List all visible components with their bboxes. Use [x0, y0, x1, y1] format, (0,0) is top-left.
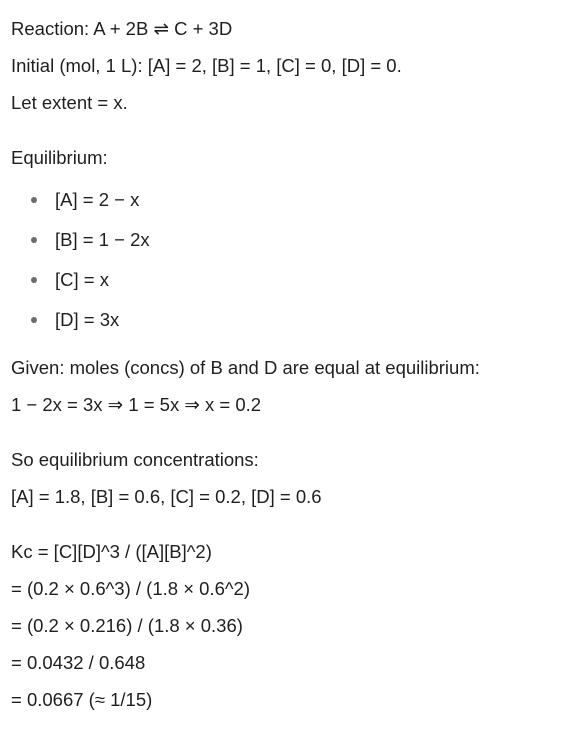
initial-conditions-line: Initial (mol, 1 L): [A] = 2, [B] = 1, [C] = 0, [D] = 0. [11, 55, 402, 76]
bullet-icon [31, 197, 37, 203]
given-line: Given: moles (concs) of B and D are equal at equilibrium: [11, 357, 480, 378]
reaction-line: Reaction: A + 2B ⇌ C + 3D [11, 18, 233, 39]
kc-result-line: = 0.0667 (≈ 1/15) [11, 689, 153, 710]
solve-line: 1 − 2x = 3x ⇒ 1 = 5x ⇒ x = 0.2 [11, 394, 262, 415]
kc-formula-line: Kc = [C][D]^3 / ([A][B]^2) [11, 541, 212, 562]
list-item: [A] = 2 − x [11, 187, 588, 213]
equilibrium-list [11, 187, 588, 333]
list-item: [C] = x [11, 267, 588, 293]
kc-step-line: = 0.0432 / 0.648 [11, 652, 146, 673]
so-heading: So equilibrium concentrations: [11, 449, 259, 470]
equilibrium-heading: Equilibrium: [11, 147, 108, 168]
kc-step-line: = (0.2 × 0.216) / (1.8 × 0.36) [11, 615, 243, 636]
concentrations-line: [A] = 1.8, [B] = 0.6, [C] = 0.2, [D] = 0.6 [11, 486, 322, 507]
bullet-icon [31, 277, 37, 283]
extent-line: Let extent = x. [11, 92, 128, 113]
bullet-icon [31, 237, 37, 243]
list-item: [D] = 3x [11, 307, 588, 333]
list-item: [B] = 1 − 2x [11, 227, 588, 253]
kc-step-line: = (0.2 × 0.6^3) / (1.8 × 0.6^2) [11, 578, 250, 599]
bullet-icon [31, 317, 37, 323]
